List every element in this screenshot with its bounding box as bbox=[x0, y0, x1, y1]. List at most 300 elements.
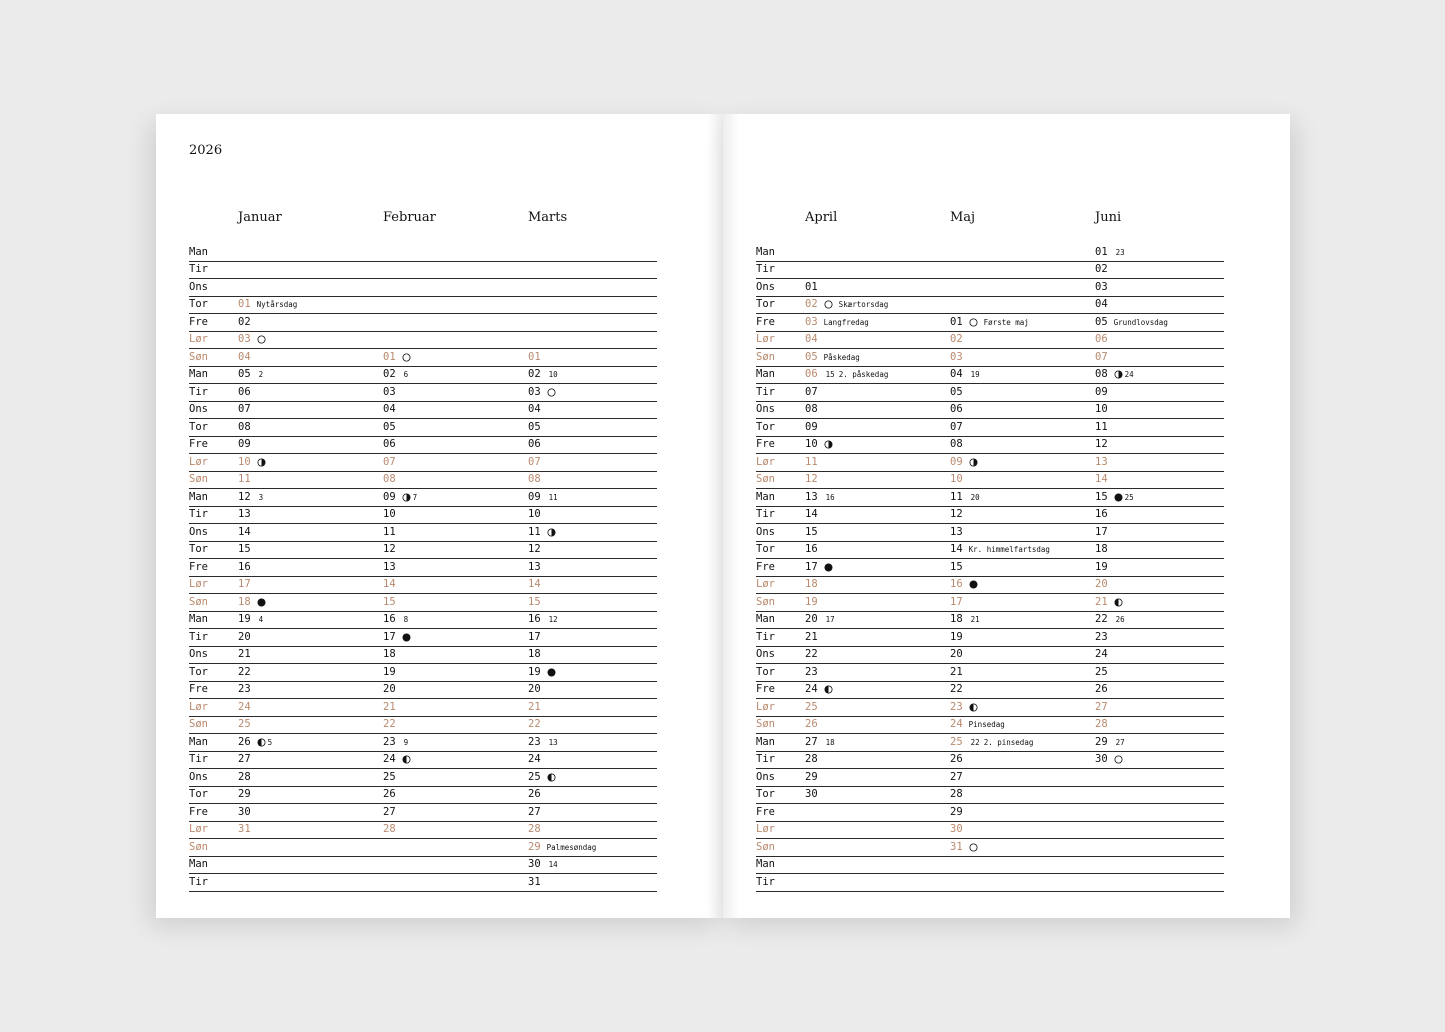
weekday-label: Fre bbox=[756, 683, 775, 695]
moon-phase-first-icon bbox=[969, 703, 978, 712]
calendar-row bbox=[189, 437, 657, 455]
day-cell[interactable] bbox=[805, 614, 835, 625]
week-number: 5 bbox=[267, 737, 273, 747]
day-number: 25 bbox=[238, 718, 251, 730]
day-cell[interactable] bbox=[528, 352, 541, 363]
day-cell[interactable] bbox=[805, 544, 818, 555]
day-cell[interactable] bbox=[950, 719, 1005, 730]
day-number: 08 bbox=[950, 438, 963, 450]
day-number: 03 bbox=[528, 385, 541, 398]
calendar-row bbox=[189, 524, 657, 542]
day-cell[interactable] bbox=[950, 667, 963, 678]
day-number: 01 bbox=[528, 350, 541, 363]
week-number: 19 bbox=[970, 370, 980, 379]
day-cell[interactable] bbox=[950, 614, 980, 625]
day-cell[interactable] bbox=[950, 772, 963, 783]
day-cell[interactable] bbox=[950, 474, 963, 485]
day-number: 06 bbox=[1095, 333, 1108, 345]
day-cell[interactable] bbox=[383, 719, 396, 730]
day-cell[interactable] bbox=[1095, 282, 1108, 293]
day-number: 30 bbox=[238, 805, 251, 818]
day-cell[interactable] bbox=[528, 527, 556, 538]
day-number: 17 bbox=[950, 595, 963, 608]
day-cell[interactable] bbox=[950, 807, 963, 818]
day-cell[interactable] bbox=[1095, 719, 1108, 730]
day-cell[interactable] bbox=[528, 404, 541, 415]
moon-phase-new-icon bbox=[402, 633, 411, 642]
day-cell[interactable] bbox=[1095, 317, 1168, 328]
day-cell[interactable] bbox=[238, 789, 251, 800]
day-cell[interactable] bbox=[1095, 457, 1108, 468]
day-cell[interactable] bbox=[528, 579, 541, 590]
day-number: 07 bbox=[1095, 350, 1108, 363]
day-cell[interactable] bbox=[383, 422, 396, 433]
day-cell[interactable] bbox=[383, 544, 396, 555]
weekday-label: Man bbox=[189, 858, 208, 870]
day-cell[interactable] bbox=[805, 474, 818, 485]
day-cell[interactable] bbox=[805, 282, 818, 293]
day-number: 31 bbox=[528, 875, 541, 888]
day-cell[interactable] bbox=[1095, 527, 1108, 538]
day-cell[interactable] bbox=[950, 509, 963, 520]
day-number: 24 bbox=[383, 753, 396, 765]
moon-phase-last-icon bbox=[824, 440, 833, 449]
day-cell[interactable] bbox=[238, 439, 251, 450]
weekday-label: Ons bbox=[189, 280, 208, 293]
day-number: 07 bbox=[950, 420, 963, 433]
day-cell[interactable] bbox=[950, 824, 963, 835]
day-cell[interactable] bbox=[805, 562, 833, 573]
week-number: 7 bbox=[412, 492, 418, 502]
day-number: 17 bbox=[528, 630, 541, 643]
day-cell[interactable] bbox=[238, 737, 272, 748]
day-cell[interactable] bbox=[383, 824, 396, 835]
day-number: 18 bbox=[238, 595, 251, 608]
day-cell[interactable] bbox=[528, 562, 541, 573]
day-cell[interactable] bbox=[238, 772, 251, 783]
day-number: 18 bbox=[383, 648, 396, 660]
day-cell[interactable] bbox=[383, 439, 396, 450]
calendar-row bbox=[189, 699, 657, 717]
calendar-row bbox=[756, 594, 1224, 612]
day-cell[interactable] bbox=[238, 457, 266, 468]
day-number: 21 bbox=[805, 630, 818, 643]
week-number: 10 bbox=[548, 370, 558, 379]
weekday-label: Man bbox=[189, 490, 208, 503]
weekday-label: Tor bbox=[189, 298, 208, 310]
week-number: 2 bbox=[258, 370, 264, 379]
calendar-row bbox=[189, 752, 657, 770]
weekday-label: Lør bbox=[189, 823, 208, 835]
day-number: 26 bbox=[528, 788, 541, 800]
day-cell[interactable] bbox=[805, 737, 835, 748]
day-number: 28 bbox=[238, 770, 251, 783]
day-cell[interactable] bbox=[383, 369, 408, 380]
day-cell[interactable] bbox=[528, 842, 596, 853]
day-cell[interactable] bbox=[238, 369, 263, 380]
day-cell[interactable] bbox=[528, 772, 556, 783]
day-cell[interactable] bbox=[1095, 264, 1108, 275]
day-cell[interactable] bbox=[805, 369, 888, 380]
day-cell[interactable] bbox=[528, 544, 541, 555]
day-number: 02 bbox=[1095, 263, 1108, 275]
day-cell[interactable] bbox=[238, 422, 251, 433]
day-cell[interactable] bbox=[528, 649, 541, 660]
day-cell[interactable] bbox=[528, 422, 541, 433]
day-number: 24 bbox=[528, 753, 541, 765]
day-cell[interactable] bbox=[528, 737, 558, 748]
day-cell[interactable] bbox=[383, 667, 396, 678]
day-cell[interactable] bbox=[950, 737, 1033, 748]
day-cell[interactable] bbox=[950, 404, 963, 415]
day-number: 20 bbox=[1095, 578, 1108, 590]
day-cell[interactable] bbox=[528, 807, 541, 818]
day-cell[interactable] bbox=[805, 317, 869, 328]
weekday-label: Tir bbox=[189, 385, 208, 398]
day-cell[interactable] bbox=[950, 334, 963, 345]
day-cell[interactable] bbox=[950, 632, 963, 643]
day-cell[interactable] bbox=[238, 509, 251, 520]
month-title: April bbox=[805, 210, 838, 225]
day-cell[interactable] bbox=[383, 527, 396, 538]
day-number: 10 bbox=[383, 508, 396, 520]
day-cell[interactable] bbox=[238, 562, 251, 573]
day-cell[interactable] bbox=[383, 702, 396, 713]
weekday-label: Ons bbox=[189, 525, 208, 538]
calendar-row bbox=[756, 262, 1224, 280]
day-cell[interactable] bbox=[805, 422, 818, 433]
calendar-row bbox=[189, 454, 657, 472]
moon-phase-first-icon bbox=[257, 738, 266, 747]
day-cell[interactable] bbox=[238, 299, 297, 310]
calendar-row bbox=[189, 822, 657, 840]
moon-phase-full-icon bbox=[1114, 755, 1123, 764]
day-number: 03 bbox=[383, 385, 396, 398]
day-cell[interactable] bbox=[238, 474, 251, 485]
day-cell[interactable] bbox=[950, 562, 963, 573]
day-cell[interactable] bbox=[1095, 299, 1108, 310]
day-cell[interactable] bbox=[528, 492, 558, 503]
day-cell[interactable] bbox=[383, 562, 396, 573]
day-cell[interactable] bbox=[805, 597, 818, 608]
day-cell[interactable] bbox=[1095, 474, 1108, 485]
day-cell[interactable] bbox=[805, 702, 818, 713]
day-cell[interactable] bbox=[238, 492, 263, 503]
calendar-row bbox=[189, 297, 657, 315]
day-cell[interactable] bbox=[383, 597, 396, 608]
day-number: 16 bbox=[528, 613, 541, 625]
day-cell[interactable] bbox=[1095, 597, 1123, 608]
weekday-label: Ons bbox=[756, 403, 775, 415]
day-cell[interactable] bbox=[950, 754, 963, 765]
day-number: 01 bbox=[950, 315, 963, 328]
day-cell[interactable] bbox=[383, 579, 396, 590]
day-cell[interactable] bbox=[805, 404, 818, 415]
day-number: 27 bbox=[238, 753, 251, 765]
day-cell[interactable] bbox=[805, 387, 818, 398]
calendar-grid-q1 bbox=[189, 210, 657, 892]
day-cell[interactable] bbox=[383, 474, 396, 485]
month-title: Januar bbox=[238, 210, 282, 225]
day-cell[interactable] bbox=[805, 649, 818, 660]
day-cell[interactable] bbox=[528, 369, 558, 380]
calendar-row bbox=[756, 437, 1224, 455]
weekday-label: Tir bbox=[756, 753, 775, 765]
day-cell[interactable] bbox=[1095, 439, 1108, 450]
day-cell[interactable] bbox=[805, 439, 833, 450]
day-cell[interactable] bbox=[1095, 404, 1108, 415]
weekday-label: Fre bbox=[756, 560, 775, 573]
calendar-row bbox=[756, 349, 1224, 367]
day-cell[interactable] bbox=[805, 334, 818, 345]
day-cell[interactable] bbox=[383, 772, 396, 783]
moon-phase-new-icon bbox=[824, 563, 833, 572]
day-cell[interactable] bbox=[1095, 754, 1123, 765]
day-cell[interactable] bbox=[950, 544, 1050, 555]
day-cell[interactable] bbox=[950, 352, 963, 363]
day-cell[interactable] bbox=[528, 667, 556, 678]
spine-shadow bbox=[707, 114, 723, 918]
day-cell[interactable] bbox=[383, 789, 396, 800]
left-page bbox=[156, 114, 723, 918]
day-cell[interactable] bbox=[950, 422, 963, 433]
weekday-label: Søn bbox=[189, 840, 208, 853]
day-cell[interactable] bbox=[238, 614, 263, 625]
day-number: 08 bbox=[805, 403, 818, 415]
day-number: 18 bbox=[950, 613, 963, 625]
day-number: 15 bbox=[805, 525, 818, 538]
day-cell[interactable] bbox=[1095, 492, 1134, 503]
calendar-row bbox=[189, 769, 657, 787]
day-cell[interactable] bbox=[238, 317, 251, 328]
day-cell[interactable] bbox=[1095, 369, 1134, 380]
day-cell[interactable] bbox=[1095, 684, 1108, 695]
day-cell[interactable] bbox=[528, 632, 541, 643]
day-cell[interactable] bbox=[1095, 422, 1108, 433]
day-cell[interactable] bbox=[1095, 334, 1108, 345]
day-cell[interactable] bbox=[950, 702, 978, 713]
day-cell[interactable] bbox=[383, 754, 411, 765]
day-cell[interactable] bbox=[805, 719, 818, 730]
day-cell[interactable] bbox=[383, 684, 396, 695]
day-cell[interactable] bbox=[528, 457, 541, 468]
day-cell[interactable] bbox=[950, 649, 963, 660]
day-number: 04 bbox=[950, 368, 963, 380]
day-cell[interactable] bbox=[528, 439, 541, 450]
day-number: 30 bbox=[805, 788, 818, 800]
day-cell[interactable] bbox=[1095, 737, 1125, 748]
calendar-row bbox=[189, 664, 657, 682]
day-cell[interactable] bbox=[238, 579, 251, 590]
calendar-row bbox=[189, 244, 657, 262]
day-cell[interactable] bbox=[238, 632, 251, 643]
day-cell[interactable] bbox=[1095, 544, 1108, 555]
day-cell[interactable] bbox=[950, 684, 963, 695]
day-cell[interactable] bbox=[383, 352, 411, 363]
day-cell[interactable] bbox=[528, 387, 556, 398]
day-number: 20 bbox=[805, 613, 818, 625]
day-cell[interactable] bbox=[238, 649, 251, 660]
day-cell[interactable] bbox=[528, 824, 541, 835]
day-cell[interactable] bbox=[238, 404, 251, 415]
day-cell[interactable] bbox=[805, 684, 833, 695]
day-cell[interactable] bbox=[805, 632, 818, 643]
day-number: 17 bbox=[238, 578, 251, 590]
day-cell[interactable] bbox=[383, 387, 396, 398]
day-cell[interactable] bbox=[238, 334, 266, 345]
calendar-row bbox=[189, 839, 657, 857]
day-cell[interactable] bbox=[528, 614, 558, 625]
day-number: 12 bbox=[1095, 438, 1108, 450]
calendar-row bbox=[756, 752, 1224, 770]
day-cell[interactable] bbox=[528, 877, 541, 888]
day-cell[interactable] bbox=[528, 509, 541, 520]
day-cell[interactable] bbox=[528, 859, 558, 870]
day-cell[interactable] bbox=[805, 789, 818, 800]
day-cell[interactable] bbox=[528, 702, 541, 713]
day-number: 15 bbox=[950, 560, 963, 573]
day-cell[interactable] bbox=[1095, 667, 1108, 678]
day-number: 14 bbox=[805, 508, 818, 520]
day-number: 06 bbox=[238, 385, 251, 398]
week-number: 13 bbox=[548, 737, 558, 747]
day-number: 10 bbox=[238, 455, 251, 468]
day-cell[interactable] bbox=[528, 719, 541, 730]
day-cell[interactable] bbox=[383, 509, 396, 520]
day-number: 01 bbox=[805, 280, 818, 293]
day-cell[interactable] bbox=[1095, 387, 1108, 398]
day-cell[interactable] bbox=[805, 509, 818, 520]
day-cell[interactable] bbox=[238, 754, 251, 765]
day-cell[interactable] bbox=[805, 492, 835, 503]
day-cell[interactable] bbox=[805, 772, 818, 783]
day-cell[interactable] bbox=[805, 667, 818, 678]
day-number: 24 bbox=[238, 700, 251, 713]
day-cell[interactable] bbox=[238, 387, 251, 398]
day-cell[interactable] bbox=[950, 317, 1029, 328]
day-cell[interactable] bbox=[528, 789, 541, 800]
calendar-row bbox=[189, 349, 657, 367]
day-cell[interactable] bbox=[383, 737, 408, 748]
holiday-label: Nytårsdag bbox=[256, 300, 298, 309]
calendar-row bbox=[756, 279, 1224, 297]
day-cell[interactable] bbox=[950, 439, 963, 450]
day-cell[interactable] bbox=[950, 457, 978, 468]
day-cell[interactable] bbox=[1095, 352, 1108, 363]
day-cell[interactable] bbox=[238, 544, 251, 555]
day-cell[interactable] bbox=[805, 299, 888, 310]
calendar-row bbox=[756, 402, 1224, 420]
day-cell[interactable] bbox=[950, 492, 980, 503]
day-cell[interactable] bbox=[238, 824, 251, 835]
day-number: 12 bbox=[950, 508, 963, 520]
day-cell[interactable] bbox=[805, 579, 818, 590]
day-cell[interactable] bbox=[383, 649, 396, 660]
day-number: 05 bbox=[238, 368, 251, 380]
day-cell[interactable] bbox=[950, 369, 980, 380]
day-cell[interactable] bbox=[238, 807, 251, 818]
moon-phase-last-icon bbox=[547, 528, 556, 537]
day-cell[interactable] bbox=[1095, 632, 1108, 643]
weekday-label: Man bbox=[756, 858, 775, 870]
week-number: 17 bbox=[825, 615, 835, 624]
day-cell[interactable] bbox=[950, 842, 978, 853]
day-number: 23 bbox=[383, 735, 396, 748]
day-cell[interactable] bbox=[238, 597, 266, 608]
day-cell[interactable] bbox=[238, 719, 251, 730]
day-cell[interactable] bbox=[805, 527, 818, 538]
day-number: 19 bbox=[238, 613, 251, 625]
day-cell[interactable] bbox=[383, 632, 411, 643]
day-cell[interactable] bbox=[528, 474, 541, 485]
day-cell[interactable] bbox=[950, 597, 963, 608]
day-number: 17 bbox=[805, 560, 818, 573]
day-number: 25 bbox=[805, 700, 818, 713]
day-cell[interactable] bbox=[238, 527, 251, 538]
day-cell[interactable] bbox=[1095, 614, 1125, 625]
day-cell[interactable] bbox=[1095, 702, 1108, 713]
day-cell[interactable] bbox=[238, 352, 251, 363]
week-number: 20 bbox=[970, 492, 980, 502]
day-number: 02 bbox=[383, 368, 396, 380]
day-number: 20 bbox=[238, 630, 251, 643]
day-cell[interactable] bbox=[805, 457, 818, 468]
weekday-label: Tir bbox=[756, 508, 775, 520]
day-number: 04 bbox=[238, 350, 251, 363]
day-cell[interactable] bbox=[383, 614, 408, 625]
day-cell[interactable] bbox=[950, 789, 963, 800]
day-cell[interactable] bbox=[950, 579, 978, 590]
day-number: 06 bbox=[528, 438, 541, 450]
day-cell[interactable] bbox=[383, 492, 417, 503]
year-label: 2026 bbox=[189, 143, 223, 158]
weekday-label: Man bbox=[189, 368, 208, 380]
day-number: 17 bbox=[1095, 525, 1108, 538]
weekday-label: Tor bbox=[189, 543, 208, 555]
day-cell[interactable] bbox=[238, 667, 251, 678]
day-cell[interactable] bbox=[1095, 649, 1108, 660]
day-cell[interactable] bbox=[383, 404, 396, 415]
day-cell[interactable] bbox=[238, 702, 251, 713]
day-cell[interactable] bbox=[1095, 247, 1125, 258]
day-cell[interactable] bbox=[805, 352, 860, 363]
day-cell[interactable] bbox=[528, 754, 541, 765]
day-number: 22 bbox=[805, 648, 818, 660]
day-cell[interactable] bbox=[1095, 562, 1108, 573]
calendar-row bbox=[189, 594, 657, 612]
calendar-row bbox=[756, 857, 1224, 875]
day-cell[interactable] bbox=[528, 684, 541, 695]
day-cell[interactable] bbox=[383, 457, 396, 468]
day-cell[interactable] bbox=[805, 754, 818, 765]
day-number: 16 bbox=[805, 543, 818, 555]
day-number: 30 bbox=[950, 823, 963, 835]
day-cell[interactable] bbox=[950, 527, 963, 538]
weekday-label: Lør bbox=[189, 455, 208, 468]
day-cell[interactable] bbox=[238, 684, 251, 695]
day-cell[interactable] bbox=[1095, 509, 1108, 520]
day-cell[interactable] bbox=[950, 387, 963, 398]
day-number: 26 bbox=[1095, 683, 1108, 695]
holiday-label: Skærtorsdag bbox=[838, 300, 889, 309]
day-cell[interactable] bbox=[528, 597, 541, 608]
calendar-row bbox=[189, 402, 657, 420]
weekday-label: Lør bbox=[756, 823, 775, 835]
day-number: 26 bbox=[238, 735, 251, 748]
week-number: 24 bbox=[1124, 370, 1134, 379]
day-cell[interactable] bbox=[1095, 579, 1108, 590]
day-cell[interactable] bbox=[383, 807, 396, 818]
